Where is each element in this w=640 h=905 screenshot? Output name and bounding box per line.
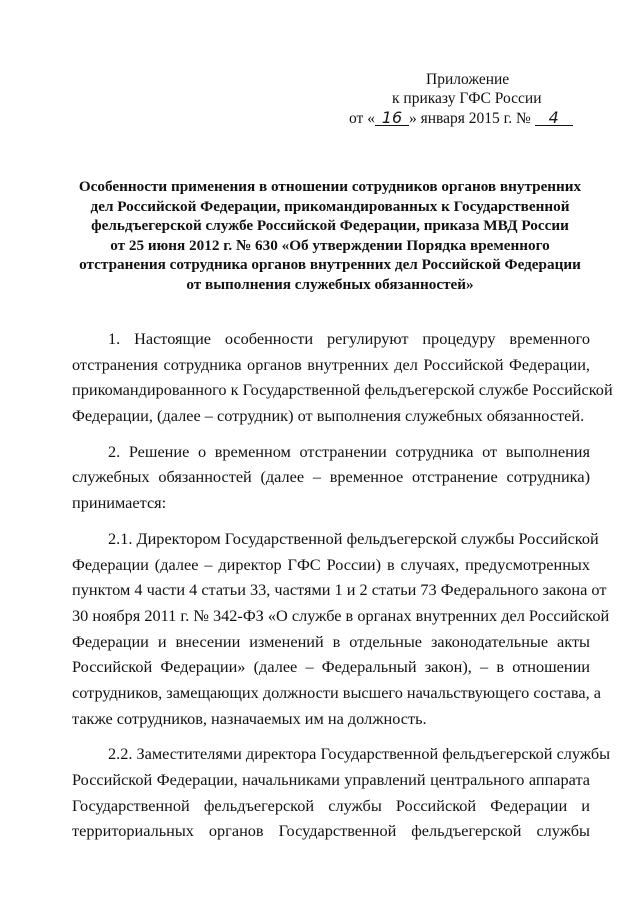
annex-label: Приложение	[426, 71, 510, 88]
paragraph-line: сотрудников, замещающих должности высшего начальствующего состава, а	[72, 682, 601, 702]
paragraph-line: 2. Решение о временном отстранении сотрудника от выполнения	[108, 441, 590, 461]
paragraph-line: отстранения сотрудника органов внутренних дел Российской Федерации,	[72, 354, 590, 374]
paragraph-line: прикомандированного к Государственной фельдъегерской службе Российской	[72, 380, 613, 400]
paragraph-2-2	[72, 741, 611, 844]
handwritten-order-number: 4	[535, 108, 573, 127]
paragraph-line: Федерации (далее – директор ГФС России) в случаях, предусмотренных	[72, 554, 590, 574]
paragraph-line: Федерации, (далее – сотрудник) от выполнения служебных обязанностей.	[72, 406, 585, 426]
annex-header	[300, 70, 600, 128]
paragraph-line: служебных обязанностей (далее – временное отстранение сотрудника)	[72, 467, 590, 487]
paragraph-line: 2.2. Заместителями директора Государственной фельдъегерской службы	[108, 744, 611, 764]
paragraph-line: Российской Федерации, начальниками управлений центрального аппарата	[72, 770, 590, 789]
order-date-line	[300, 108, 600, 128]
order-reference: к приказу ГФС России	[392, 90, 542, 107]
paragraph-line: 1. Настоящие особенности регулируют процедуру временного	[108, 329, 590, 348]
paragraph-line: территориальных органов Государственной фельдъегерской службы	[72, 821, 590, 841]
paragraph-line: пунктом 4 части 4 статьи 33, частями 1 и 2 статьи 73 Федерального закона от	[72, 580, 607, 600]
paragraph-line: 2.1. Директором Государственной фельдъегерской службы Российской	[108, 528, 599, 548]
title-line: фельдъегерской службе Российской Федерации, приказа МВД России	[91, 217, 569, 234]
paragraph-line: 30 ноября 2011 г. № 342-ФЗ «О службе в органах внутренних дел Российской	[72, 605, 610, 625]
title-line: дел Российской Федерации, прикомандированных к Государственной	[90, 197, 570, 215]
paragraph-line: Федерации и внесении изменений в отдельные законодательные акты	[72, 631, 590, 651]
title-line: от выполнения служебных обязанностей»	[186, 275, 474, 293]
paragraph-2-1	[72, 526, 610, 732]
paragraph-line: принимается:	[72, 493, 167, 513]
paragraph-line: Российской Федерации» (далее – Федеральный закон), – в отношении	[72, 657, 590, 677]
document-body	[72, 326, 613, 844]
title-line: от 25 июня 2012 г. № 630 «Об утверждении Порядка временного	[110, 236, 550, 254]
document-title	[70, 177, 590, 294]
date-middle: » января 2015 г. №	[408, 110, 531, 127]
title-line: Особенности применения в отношении сотрудников органов внутренних	[78, 178, 582, 195]
paragraph-line: также сотрудников, назначаемых им на должность.	[72, 708, 427, 728]
title-line: отстранения сотрудника органов внутренних дел Российской Федерации	[79, 256, 581, 273]
paragraph-2	[72, 439, 590, 516]
date-prefix: от «	[349, 110, 375, 127]
paragraph-line: Государственной фельдъегерской службы Российской Федерации и	[72, 795, 590, 815]
handwritten-day: 16	[375, 108, 409, 127]
paragraph-1	[72, 326, 613, 429]
